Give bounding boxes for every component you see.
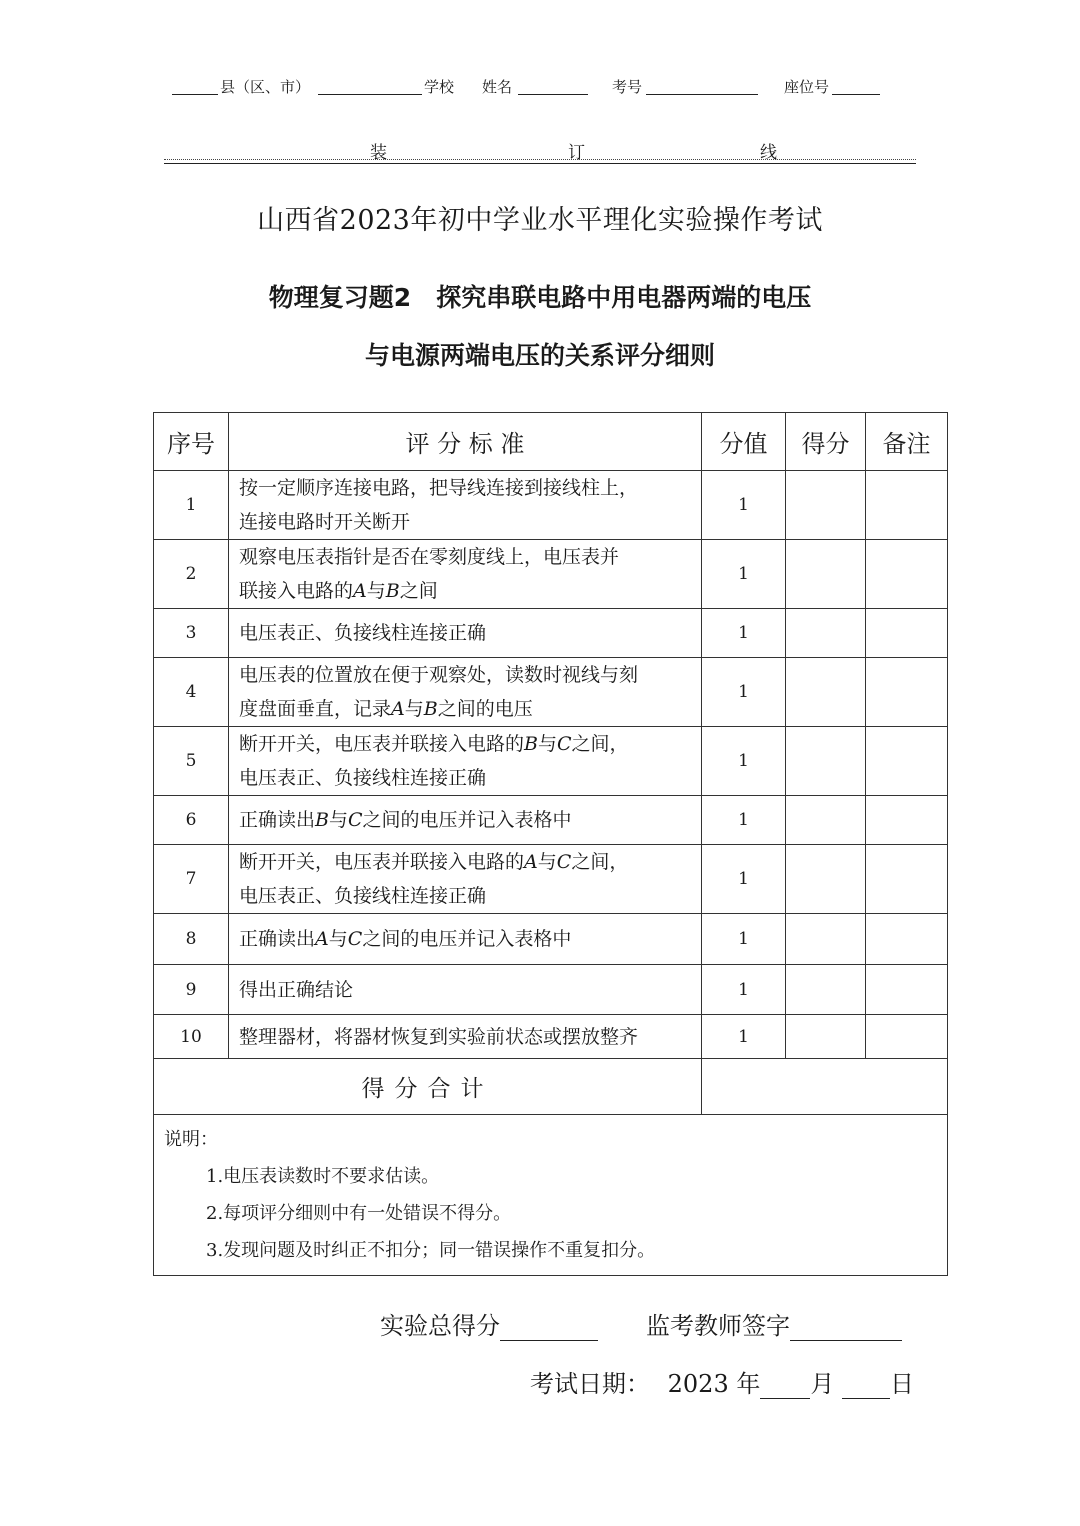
header-criteria: 评 分 标 准	[229, 413, 702, 471]
criteria-line: 观察电压表指针是否在零刻度线上，电压表并	[239, 546, 620, 568]
criteria-line: 电压表正、负接线柱连接正确	[239, 885, 487, 907]
row-number: 6	[154, 796, 229, 845]
remark-cell[interactable]	[866, 1015, 948, 1059]
header-value: 分值	[702, 413, 786, 471]
scoring-table	[153, 412, 948, 1276]
seat-no-label: 座位号	[784, 78, 830, 96]
candidate-info-row	[172, 76, 892, 102]
remark-cell[interactable]	[866, 658, 948, 727]
teacher-sign-blank[interactable]	[790, 1316, 902, 1341]
criteria-line: 电压表正、负接线柱连接正确	[239, 622, 487, 644]
header-remark: 备注	[866, 413, 948, 471]
total-label: 得分合计	[154, 1059, 702, 1115]
criteria-line: 正确读出B与C之间的电压并记入表格中	[239, 809, 572, 831]
seat-no-blank[interactable]	[832, 76, 880, 95]
row-value: 1	[702, 658, 786, 727]
exam-no-blank[interactable]	[646, 76, 758, 95]
row-number: 10	[154, 1015, 229, 1059]
table-row	[154, 965, 948, 1015]
circuit-point-label: B	[315, 809, 329, 831]
date-day: 日	[890, 1370, 914, 1398]
row-number: 7	[154, 845, 229, 914]
question-title-line-2: 与电源两端电压的关系评分细则	[364, 341, 715, 370]
score-cell[interactable]	[786, 609, 866, 658]
circuit-point-label: A	[315, 928, 329, 950]
remark-cell[interactable]	[866, 796, 948, 845]
table-header-row	[154, 413, 948, 471]
table-row	[154, 727, 948, 796]
score-cell[interactable]	[786, 796, 866, 845]
notes-row	[154, 1115, 948, 1276]
row-criteria	[229, 609, 702, 658]
table-row	[154, 609, 948, 658]
score-cell[interactable]	[786, 1015, 866, 1059]
school-blank[interactable]	[318, 76, 422, 95]
exam-title: 山西省2023年初中学业水平理化实验操作考试	[257, 205, 823, 236]
table-row	[154, 845, 948, 914]
row-value: 1	[702, 965, 786, 1015]
score-cell[interactable]	[786, 658, 866, 727]
row-value: 1	[702, 609, 786, 658]
row-value: 1	[702, 471, 786, 540]
county-label: 县（区、市）	[220, 78, 311, 96]
binding-char-3: 线	[760, 143, 777, 163]
table-row	[154, 658, 948, 727]
county-blank[interactable]	[172, 76, 218, 95]
criteria-line: 电压表正、负接线柱连接正确	[239, 767, 487, 789]
row-criteria	[229, 727, 702, 796]
remark-cell[interactable]	[866, 914, 948, 965]
remark-cell[interactable]	[866, 727, 948, 796]
row-number: 4	[154, 658, 229, 727]
school-label: 学校	[424, 78, 455, 96]
circuit-point-label: A	[391, 698, 405, 720]
circuit-point-label: B	[385, 580, 400, 602]
score-cell[interactable]	[786, 845, 866, 914]
name-blank[interactable]	[518, 76, 588, 95]
remark-cell[interactable]	[866, 471, 948, 540]
row-value: 1	[702, 914, 786, 965]
name-label: 姓名	[482, 78, 513, 96]
criteria-line: 断开开关，电压表并联接入电路的B与C之间，	[239, 733, 629, 755]
total-score-label: 实验总得分	[380, 1312, 500, 1340]
date-year: 2023 年	[667, 1370, 761, 1398]
header-no: 序号	[154, 413, 229, 471]
table-row	[154, 1015, 948, 1059]
notes-title: 说明：	[164, 1129, 218, 1150]
row-value: 1	[702, 1015, 786, 1059]
row-criteria	[229, 471, 702, 540]
circuit-point-label: C	[557, 733, 572, 755]
row-number: 5	[154, 727, 229, 796]
note-item: 3.发现问题及时纠正不扣分；同一错误操作不重复扣分。	[206, 1240, 656, 1261]
row-value: 1	[702, 845, 786, 914]
circuit-point-label: A	[353, 580, 367, 602]
remark-cell[interactable]	[866, 609, 948, 658]
binding-char-1: 装	[370, 143, 387, 163]
criteria-line: 整理器材，将器材恢复到实验前状态或摆放整齐	[239, 1025, 639, 1048]
row-criteria	[229, 1015, 702, 1059]
row-value: 1	[702, 796, 786, 845]
criteria-line: 电压表的位置放在便于观察处，读数时视线与刻	[239, 664, 639, 686]
criteria-line: 得出正确结论	[239, 978, 354, 1001]
row-value: 1	[702, 727, 786, 796]
row-number: 8	[154, 914, 229, 965]
note-item: 2.每项评分细则中有一处错误不得分。	[206, 1203, 512, 1224]
month-blank[interactable]	[760, 1374, 810, 1399]
circuit-point-label: B	[524, 733, 538, 755]
criteria-line: 度盘面垂直，记录A与B之间的电压	[239, 698, 533, 720]
row-criteria	[229, 658, 702, 727]
circuit-point-label: C	[347, 928, 363, 950]
total-row	[154, 1059, 948, 1115]
circuit-point-label: C	[556, 851, 572, 873]
table-row	[154, 796, 948, 845]
remark-cell[interactable]	[866, 540, 948, 609]
circuit-point-label: A	[524, 851, 538, 873]
criteria-line: 断开开关，电压表并联接入电路的A与C之间，	[239, 851, 629, 873]
row-number: 1	[154, 471, 229, 540]
exam-no-label: 考号	[612, 78, 643, 96]
question-title-line-1: 物理复习题2 探究串联电路中用电器两端的电压	[268, 283, 812, 312]
circuit-point-label: B	[423, 698, 438, 720]
score-cell[interactable]	[786, 914, 866, 965]
total-score-field	[380, 1306, 598, 1341]
header-score: 得分	[786, 413, 866, 471]
score-cell[interactable]	[786, 727, 866, 796]
total-score-cell[interactable]	[702, 1059, 948, 1115]
circuit-point-label: C	[348, 809, 363, 831]
date-label: 考试日期：	[530, 1370, 650, 1398]
total-score-blank[interactable]	[500, 1316, 598, 1341]
dotted-divider	[164, 159, 916, 160]
criteria-line: 联接入电路的A与B之间	[239, 580, 438, 602]
day-blank[interactable]	[842, 1374, 890, 1399]
remark-cell[interactable]	[866, 965, 948, 1015]
row-criteria	[229, 965, 702, 1015]
teacher-sign-field	[646, 1306, 902, 1341]
row-value: 1	[702, 540, 786, 609]
note-item: 1.电压表读数时不要求估读。	[206, 1166, 440, 1187]
row-criteria	[229, 796, 702, 845]
notes-cell	[154, 1115, 948, 1276]
exam-date-field	[530, 1364, 914, 1399]
binding-char-2: 订	[568, 143, 585, 163]
table-row	[154, 471, 948, 540]
remark-cell[interactable]	[866, 845, 948, 914]
row-criteria	[229, 845, 702, 914]
row-number: 9	[154, 965, 229, 1015]
criteria-line: 按一定顺序连接电路，把导线连接到接线柱上，	[239, 477, 639, 499]
row-number: 2	[154, 540, 229, 609]
score-cell[interactable]	[786, 540, 866, 609]
row-number: 3	[154, 609, 229, 658]
row-criteria	[229, 914, 702, 965]
table-row	[154, 540, 948, 609]
criteria-line: 正确读出A与C之间的电压并记入表格中	[239, 928, 572, 950]
score-cell[interactable]	[786, 965, 866, 1015]
criteria-line: 连接电路时开关断开	[239, 511, 411, 533]
score-cell[interactable]	[786, 471, 866, 540]
solid-divider	[164, 163, 916, 164]
binding-line	[164, 138, 916, 162]
date-month: 月	[810, 1370, 835, 1398]
row-criteria	[229, 540, 702, 609]
teacher-sign-label: 监考教师签字	[646, 1312, 790, 1340]
table-row	[154, 914, 948, 965]
